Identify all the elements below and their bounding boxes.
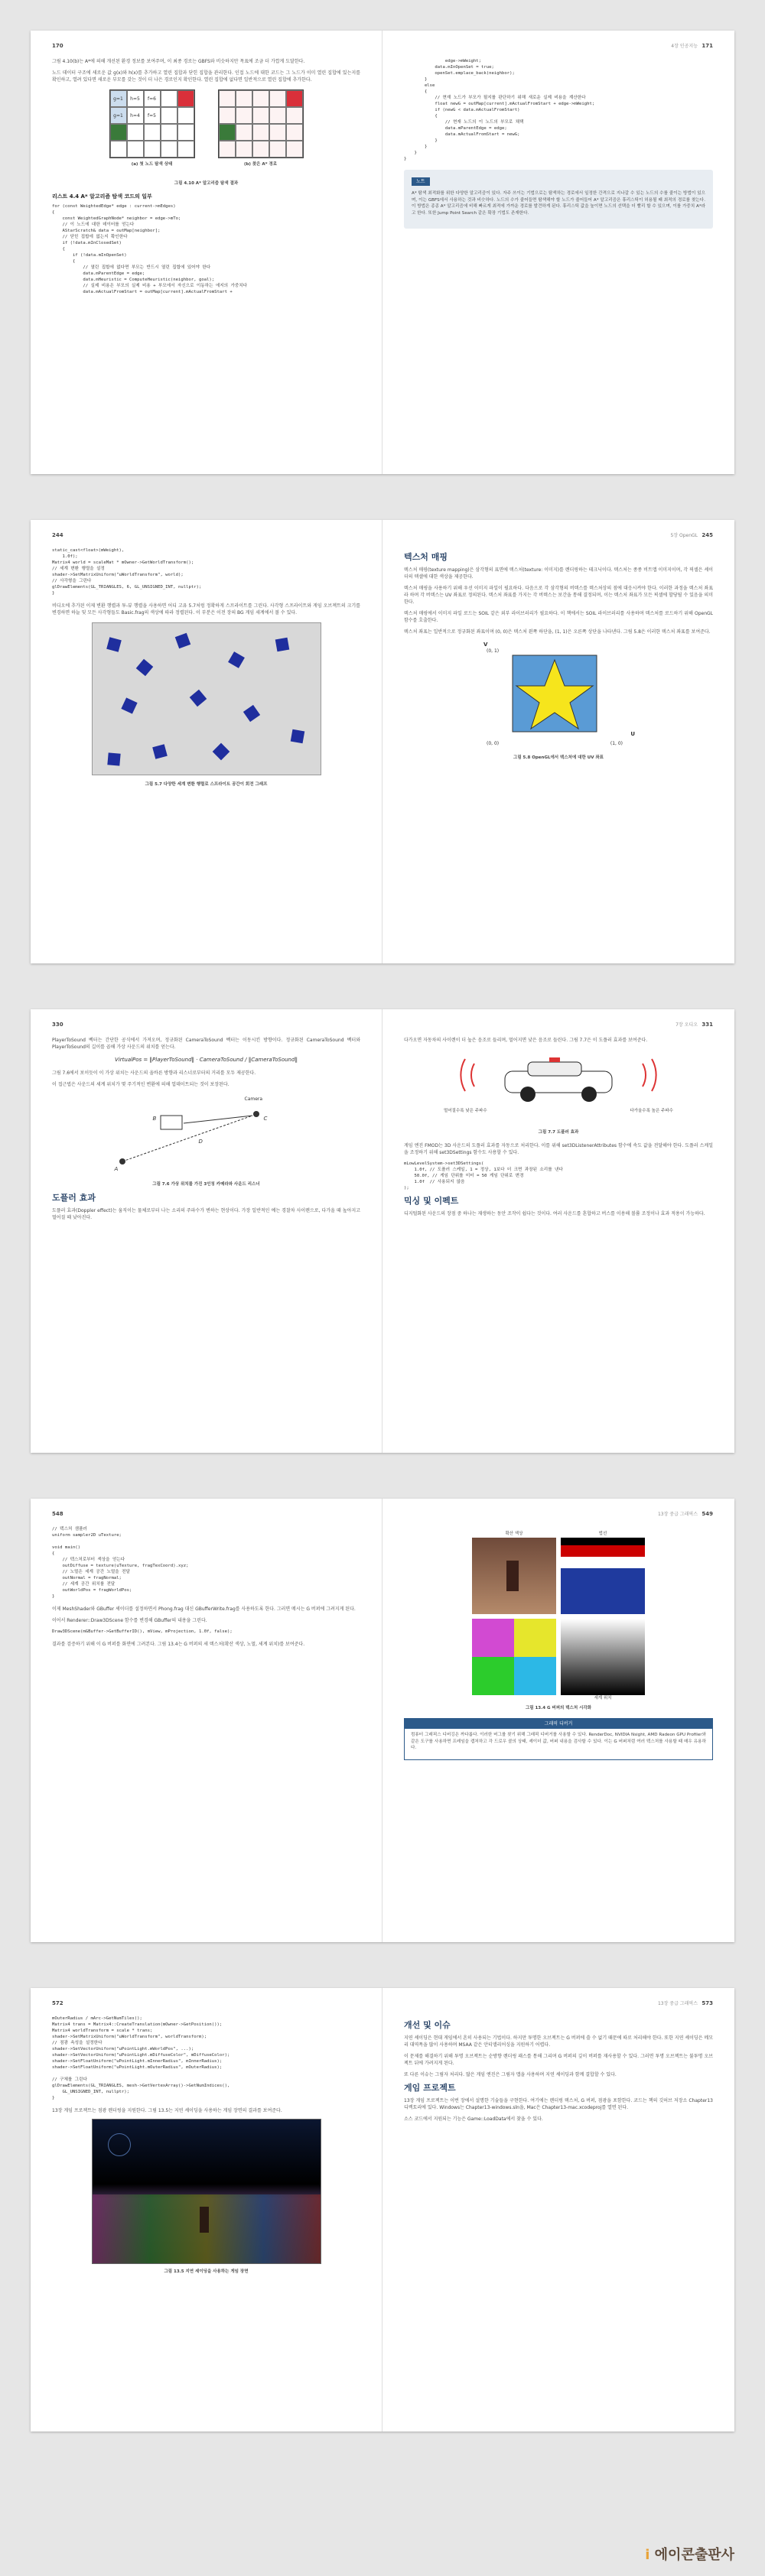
paragraph: 13장 게임 프로젝트는 이번 장에서 설명한 기술들을 구현한다. 여기에는 렌더링 텍스처, G 버퍼, 점광을 포함한다. 코드는 책의 깃허브 저장소 Chapter13 디렉토리에 있다. Windows는 Chapter13-windows.sln을, Mac은 Chapter13-mac.xcodeproj를 열면 된다. [404,2098,713,2110]
page-number: 549 [702,1511,713,1517]
paragraph: 텍스처 매핑(texture mapping)은 삼각형의 표면에 텍스처(texture: 이미지)를 렌더링하는 테크닉이다. 텍스처는 종종 비트맵 이미지이며, 각 픽셀은 셰이더의 텍셀에 대한 색상을 제공한다. [404,567,713,580]
gbuffer-label: 확산 색상 [505,1532,523,1536]
grid-cell [286,107,303,124]
diagram-label: A [114,1166,119,1172]
paragraph: 이 문제를 해결하기 위해 투명 오브젝트는 순방향 렌더링 패스를 통해 그리며 G 버퍼의 깊이 버퍼를 재사용할 수 있다. 그러면 투명 오브젝트는 불투명 오브젝트 뒤에 가려지게 된다. [404,2054,713,2066]
figure-caption: 그림 7.6 가상 위치를 가진 3인칭 카메라와 사운드 리스너 [152,1182,260,1187]
grid-cell [177,124,194,141]
page-572 [31,1988,382,2431]
worldpos-texture [561,1619,645,1695]
page-548 [31,1499,382,1942]
page-number: 170 [52,43,63,49]
page-number: 330 [52,1022,63,1028]
page-number: 244 [52,532,63,538]
subcaption: (a) 첫 노드 탐색 상태 [131,162,173,167]
grid-cell [219,141,236,158]
grid-cell [110,141,127,158]
sprite [135,659,153,677]
doppler-label: 멀어질수록 낮은 주파수 [444,1109,487,1113]
paragraph: 이어서 Renderer::Draw3DScene 함수를 변경해 GBuffer의 내용을 그린다. [52,1618,207,1623]
grid-cell [127,124,144,141]
grid-cell [236,90,252,107]
sprite [290,729,304,744]
code-listing: static_cast<float>(mWeight), 1.0f); Matrix4 world = scaleMat * mOwner->GetWorldTransform(); // 세계 변환 행렬을 설정 shader->SetMatrixUniform("uWorldTransform", world); // 사각형을 그린다 glDrawElements(GL_TRIANGLES, 6, GL_UNSIGNED_INT, nullptr); } [52,548,202,596]
grid-cell [127,141,144,158]
grid-cell: g=1 [110,90,127,107]
page-number: 572 [52,2000,63,2006]
grid-cell-goal [286,90,303,107]
paragraph: 이제 MeshShader와 GBuffer 셰이더를 설정하면서 Phong.frag 대신 GBufferWrite.frag를 사용하도록 한다. 그러면 메시는 G 버퍼에 그려지게 된다. [52,1606,356,1612]
uv-figure [482,642,635,749]
paragraph: 텍스처 좌표는 일반적으로 정규화된 좌표이며 (0, 0)은 텍스처 왼쪽 하단을, (1, 1)은 오른쪽 상단을 나타낸다. 그림 5.8은 이러한 텍스처 좌표를 보여준다. [404,629,711,635]
page-spread-5 [31,1988,734,2431]
grid-cell [252,124,269,141]
grid-cell: g=1 [110,107,127,124]
page-spread-3 [31,1009,734,1453]
virtual-position-figure [92,1093,321,1177]
page-549 [382,1499,734,1942]
paragraph: 텍스처 매핑을 사용하기 위해 우선 이미지 파일이 필요하다. 다음으로 각 삼각형의 버텍스를 텍스처상의 점에 대응시켜야 한다. 이러한 과정을 텍스처 좌표라 하며 각 버텍스는 UV 좌표로 정의된다. 텍스처 좌표를 가지는 각 버텍스는 보간을 통해 결정되며, 이는 텍스처 좌표가 모든 픽셀에 할당될 수 있음을 의미한다. [404,586,713,605]
paragraph: 지연 셰이딩은 현대 게임에서 흔히 사용되는 기법이다. 하지만 투명한 오브젝트는 G 버퍼에 쓸 수 없기 때문에 따로 처리해야 한다. 또한 지연 셰이딩은 메모리 대역폭을 많이 사용하며 MSAA 같은 안티앨리어싱을 지원하기 어렵다. [404,2035,713,2048]
doppler-label: 다가올수록 높은 주파수 [630,1109,673,1113]
paragraph: 디지털화된 사운드의 장점 중 하나는 재생하는 동안 조작이 쉽다는 것이다. 여러 사운드를 혼합하고 버스를 이용해 볼륨 조정이나 효과 적용이 가능하다. [404,1211,705,1217]
grid-cell [252,141,269,158]
subcaption: (b) 찾은 A* 경로 [243,162,278,167]
page-244 [31,520,382,963]
running-head: 13장 중급 그래픽스 [657,2001,698,2006]
sprite [189,690,207,707]
page-573 [382,1988,734,2431]
section-title: 텍스처 매핑 [404,552,448,562]
section-title: 게임 프로젝트 [404,2083,456,2093]
diffuse-texture [472,1538,556,1614]
note-text: A* 탐색 최적화를 위한 다양한 알고리즘이 있다. 자주 쓰이는 기법으로는 탐색하는 경로에서 일정한 간격으로 지나갈 수 있는 노드의 수를 줄이는 방법이 있으며, 이는 GBFS에서 사용하는 것과 비슷하다. 노드의 수가 줄어들면 탐색해야 할 노드가 줄어들어 A* 알고리즘은 휴리스틱이 허용될 때 최적의 경로를 찾는다. 이 방법은 종종 A* 알고리즘에 비해 빠르게 최적에 가까운 경로를 발견하게 된다. 휴리스틱 값을 높이면 노드의 선택을 더 빨리 할 수 있으며, 이를 가중치 A*라고 한다. 또한 Jump Point Search 같은 확장 기법도 존재한다. [412,191,705,216]
grid-cell-goal [177,90,194,107]
note-tag: 노트 [412,177,430,186]
logo-mark-icon: i [645,2547,650,2563]
figure-caption: 그림 13.5 지연 셰이딩을 사용하는 게임 장면 [164,2269,249,2274]
paragraph: 다가오면 자동차의 사이렌이 더 높은 음조로 들리며, 멀어지면 낮은 음조로 들린다. 그림 7.7은 이 도플러 효과를 보여준다. [404,1038,648,1043]
note-box [404,170,713,229]
normal-texture [561,1538,645,1614]
equation: VirtualPos = ‖PlayerToSound‖ · CameraToSound / ‖CameraToSound‖ [115,1057,298,1063]
star-texture [482,642,635,749]
gbuffer-label: 법선 [598,1532,607,1536]
paragraph: 그림 4.10(b)는 A*에 의해 개선된 환경 정보를 보여주며, 이 최종 경로는 GBFS와 비슷하지만 목표에 조금 더 가깝게 도달한다. [52,59,305,64]
vector-diagram [92,1093,321,1177]
grid-cell [161,90,177,107]
section-title: 개선 및 이슈 [404,2020,451,2030]
sprite [275,638,289,652]
box-text: 컴퓨터 그래픽스 디버깅은 까다롭다. 이러한 버그를 찾기 위해 그래픽 디버거를 사용할 수 있다. RenderDoc, NVIDIA Nsight, AMD Radeon GPU Profiler와 같은 도구를 사용하면 프레임을 캡처하고 각 드로우 콜의 상태, 셰이더 값, 버퍼 내용을 검사할 수 있다. 이는 G 버퍼처럼 여러 텍스처를 사용할 때 매우 유용하다. [411,1733,706,1750]
diagram-label: Camera [244,1096,263,1102]
page-spread-4 [31,1499,734,1942]
sprite [228,651,245,668]
grid-cell [269,90,286,107]
section-title: 믹싱 및 이펙트 [404,1196,459,1206]
running-head: 7장 오디오 [675,1022,698,1028]
paragraph: 텍스처 매핑에서 이미지 파일 로드는 SOIL 같은 외부 라이브러리가 필요하다. 이 책에서는 SOIL 라이브러리를 사용하며 텍스처를 로드하기 위해 OpenGL 함수를 호출한다. [404,611,713,623]
code-listing: // 텍스처 샘플러 uniform sampler2D uTexture; void main() { // 텍스처로부터 색상을 얻는다 outDiffuse = texture(uTexture, fragTexCoord).xyz; // 노멀은 세계 공간 노멀을 전달 outNormal = fragNormal; // 세계 공간 위치를 전달 outWorldPos = fragWorldPos; } [52,1527,189,1599]
grid-cell [161,124,177,141]
gbuffer-figure [404,1531,713,1702]
paragraph: 도플러 효과(Doppler effect)는 움직이는 물체로부터 나는 소리의 주파수가 변하는 현상이다. 가장 일반적인 예는 경찰차 사이렌으로, 다가올 때 높아지고 멀어질 때 낮아진다. [52,1208,360,1220]
grid-cell [252,90,269,107]
grid-cell-start [219,124,236,141]
grid-cell [219,107,236,124]
diagram-label: B [152,1116,157,1122]
sprite [174,633,190,649]
section-title: 도플러 효과 [52,1193,96,1203]
paragraph: 13장 게임 프로젝트는 점광 렌더링을 지원한다. 그림 13.5는 지연 셰이딩을 사용하는 게임 장면의 결과를 보여준다. [52,2108,282,2113]
gbuffer-label: 세계 위치 [594,1696,612,1701]
paragraph: 그림 7.6에서 보이듯이 이 가상 위치는 사운드의 올바른 방향과 리스너로부터의 거리를 모두 제공한다. [52,1070,256,1076]
uv-corner-label: (0, 0) [487,741,500,746]
paragraph: PlayerToSound 벡터는 간단한 공식에서 가져오며, 정규화된 CameraToSound 벡터는 이동시킨 방향이다. 정규화된 CameraToSound 벡터와 PlayerToSound의 길이를 곱해 가상 사운드의 위치를 얻는다. [52,1038,360,1050]
sprite-scene [92,622,321,775]
running-head: 5장 OpenGL [670,533,698,538]
page-spread-1 [31,31,734,474]
grid-cell [269,124,286,141]
sprite [107,752,120,765]
grid-cell [269,107,286,124]
paragraph: 게임 엔진 FMOD는 3D 사운드의 도플러 효과를 자동으로 처리한다. 이를 위해 set3DListenerAttributes 함수에 속도 값을 전달해야 한다. 도플러 스케일을 조정하기 위해 set3DSettings 함수도 사용할 수 있다. [404,1143,713,1155]
sprite [212,743,230,761]
grid-cell [144,124,161,141]
paragraph: 비디오에 추가된 이제 변환 행렬과 투-뷰 행렬을 사용하면 어디 고유 5.7처럼 정확하게 스프라이트를 그린다. 사각형 스프라이트와 게임 오브젝트의 크기를 변경하면 하늘 및 모든 사각형들도 Basic.frag의 색상에 따라 정렬된다. 이 부분은 이전 장의 BG 게임 세계에서 볼 수 있다. [52,603,360,616]
figure-caption: 그림 5.8 OpenGL에서 텍스처에 대한 UV 좌표 [513,755,604,760]
sprite [121,697,137,713]
page-number: 331 [702,1022,713,1028]
grid-cell [161,107,177,124]
page-number: 548 [52,1511,63,1517]
grid-b [218,89,304,158]
grid-cell: h=5 [127,90,144,107]
page-number: 573 [702,2000,713,2006]
grid-cell: f=5 [144,107,161,124]
page-171 [382,31,734,474]
figure-caption: 그림 5.7 다양한 세계 변환 행렬로 스프라이트 공간이 회전 그래프 [145,782,268,787]
paragraph: 결과를 검증하기 위해 이 G 버퍼를 화면에 그려본다. 그림 13.4는 G 버퍼의 세 텍스처(확산 색상, 노멀, 세계 위치)를 보여준다. [52,1642,305,1647]
sidebar-box [404,1718,713,1760]
publisher-logo [645,2544,734,2564]
grid-cell [252,107,269,124]
page-spread-2 [31,520,734,963]
grid-cell [269,141,286,158]
grid-cell [286,124,303,141]
box-title: 그래픽 디버거 [405,1719,712,1729]
sprite [152,744,168,759]
uv-corner-label: (0, 1) [487,648,500,654]
normal-quad-texture [472,1619,556,1695]
grid-cell [161,141,177,158]
grid-cell [236,107,252,124]
page-330 [31,1009,382,1453]
grid-cell [236,141,252,158]
grid-a [109,89,195,158]
diagram-label: C [263,1116,268,1122]
deferred-scene [92,2119,321,2264]
grid-cell [219,90,236,107]
grid-cell: f=6 [144,90,161,107]
code-listing: for (const WeightedEdge* edge : current->mEdges) { const WeightedGraphNode* neighbor = edge->mTo; // 이 노드에 대한 데이터를 얻는다 AStarScratch& data = outMap[neighbor]; // 닫힌 집합에 없는지 확인한다 if (!data.mInClosedSet) { if (!data.mInOpenSet) { // 열린 집합에 없다면 부모는 반드시 열린 집합에 있어야 한다 data.mParentEdge = edge; data.mHeuristic = ComputeHeuristic(neighbor, goal); // 실제 비용은 부모의 실제 비용 + 부모에서 자신으로 이동하는 에지의 가중치다 data.mActualFromStart = outMap[current].mActualFromStart + [52,204,248,294]
page-245 [382,520,734,963]
running-head: 4장 인공지능 [671,44,698,49]
grid-cell: h=4 [127,107,144,124]
grid-cell [177,141,194,158]
listing-caption: 리스트 4.4 A* 알고리즘 탐색 코드의 일부 [52,193,152,200]
page-170 [31,31,382,474]
axis-u-label: U [630,731,635,737]
code-listing: Draw3DScene(mGBuffer->GetBufferID(), mView, mProjection, 1.0f, false); [52,1629,233,1634]
axis-v-label: V [483,642,488,648]
code-listing: mOuterRadius / mArc->GetNumTiles(); Matrix4 trans = Matrix4::CreateTranslation(mOwner->GetPosition()); Matrix4 worldTransform = scale * trans; shader->SetMatrixUniform("uWorldTransform", worldTransform); // 점광 속성을 설정한다 shader->SetVectorUniform("uPointLight.mWorldPos", ...); shader->SetVectorUniform("uPointLight.mDiffuseColor", mDiffuseColor); shader->SetFloatUniform("uPointLight.mInnerRadius", mInnerRadius); shader->SetFloatUniform("uPointLight.mOuterRadius", mOuterRadius); // 구체를 그린다 glDrawElements(GL_TRIANGLES, mesh->GetVertexArray()->GetNumIndices(), GL_UNSIGNED_INT, nullptr); } [52,2016,230,2100]
grid-cell [144,141,161,158]
page-number: 245 [702,532,713,538]
doppler-figure [444,1048,673,1125]
uv-corner-label: (1, 0) [610,741,623,746]
logo-text: 에이콘출판사 [654,2547,734,2563]
running-head: 13장 중급 그래픽스 [657,1512,698,1517]
page-number: 171 [702,43,713,49]
grid-cell [286,141,303,158]
figure-caption: 그림 13.4 G 버퍼의 텍스처 시각화 [525,1706,592,1710]
paragraph: 또 다른 이슈는 그림자 처리다. 많은 게임 엔진은 그림자 맵을 사용하며 지연 셰이딩과 함께 결합할 수 있다. [404,2072,617,2077]
code-listing: mLowLevelSystem->set3DSettings( 1.0f, // 도플러 스케일, 1 = 정상, 1보다 더 크면 과장된 소리를 낸다 50.0f, // 게임 단위를 미터 = 50 게임 단위로 변경 1.0f // 사용되지 않음 ); [404,1161,563,1191]
sprite [106,637,122,652]
code-listing: edge->mWeight; data.mInOpenSet = true; openSet.emplace_back(neighbor); } else { // 현재 노드가 부모가 될지를 판단하기 위해 새로운 실제 비용을 계산한다 float newG = outMap[current].mActualFromStart + edge->mWeight; if (newG < data.mActualFromStart) { // 현재 노드의 이 노드의 부모로 채택 data.mParentEdge = edge; data.mActualFromStart = newG; } } } } [404,59,595,161]
paragraph: 소스 코드에서 지원되는 기능은 Game::LoadData에서 찾을 수 있다. [404,2116,543,2122]
grid-cell-start [110,124,127,141]
paragraph: 노드 데이터 구조에 새로운 값 g(x)와 h(x)를 추가하고 열린 집합과 닫힌 집합을 관리한다. 인접 노드에 대한 코드는 그 노드가 이미 열린 집합에 있는지를 확인하고, 열려 있다면 새로운 부모를 갖는 것이 더 나은 경로인지 확인한다. 열린 집합에 없다면 일반적으로 열린 집합에 추가한다. [52,70,360,83]
paragraph: 이 접근법은 사운드의 세계 위치가 몇 주기적인 변환에 의해 업데이트되는 것이 보장된다. [52,1082,230,1087]
figure-4-10 [52,89,360,174]
figure-caption: 그림 7.7 도플러 효과 [538,1130,579,1135]
diagram-label: D [198,1139,203,1145]
page-331 [382,1009,734,1453]
grid-cell [177,107,194,124]
grid-cell [236,124,252,141]
sprite [243,705,259,722]
figure-caption: 그림 4.10 A* 알고리즘 탐색 결과 [174,181,239,186]
